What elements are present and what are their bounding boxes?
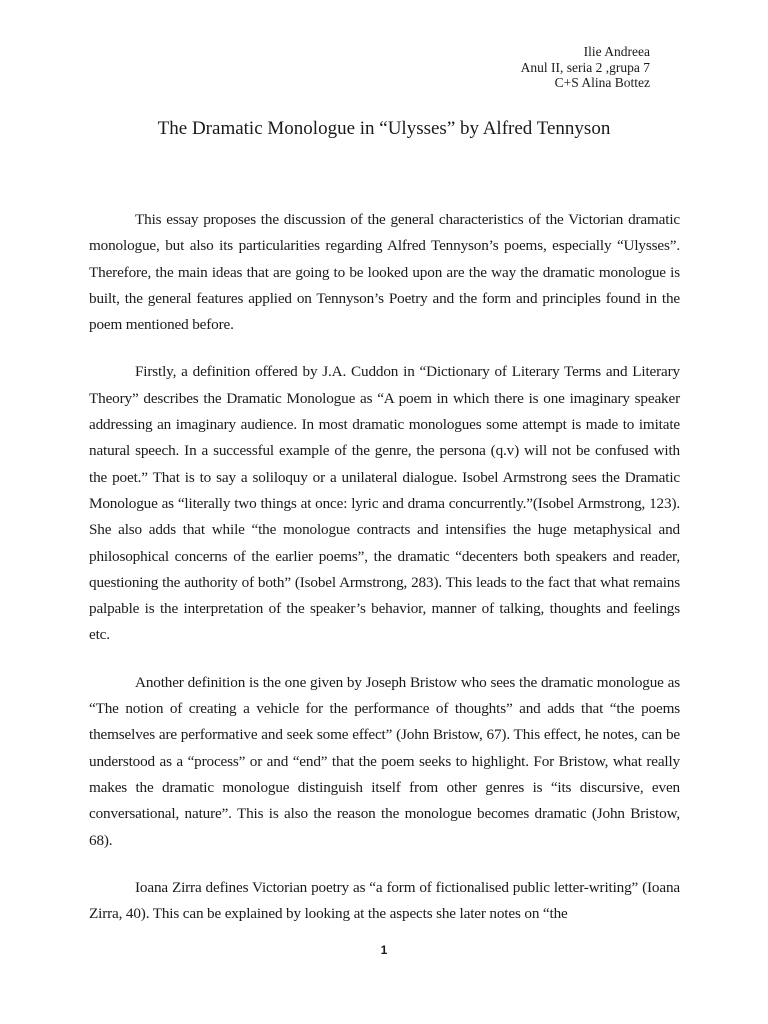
paragraph-3: Another definition is the one given by Joseph Bristow who sees the dramatic monologue as “The notion of creating a vehicle for the performance of thoughts” and adds that “the poems themselves are performative and seek some effect” (John Bristow, 67). This effect, he notes, can be understood as a “process” or and “end” that the poem seeks to highlight. For Bristow, what really makes the dramatic monologue distinguish itself from other genres is “its discursive, even conversational, nature”. This is also the reason the monologue becomes dramatic (John Bristow, 68).	[89, 673, 680, 849]
instructor-name: C+S Alina Bottez	[554, 75, 650, 90]
paragraph-1: This essay proposes the discussion of the general characteristics of the Victorian dramatic monologue, but also its particularities regarding Alfred Tennyson’s poems, especially “Ulysses”. Therefore, the main ideas that are going to be looked upon are the way the dramatic monologue is built, the general features applied on Tennyson’s Poetry and the form and principles found in the poem mentioned before.	[89, 211, 680, 334]
paragraph-2: Firstly, a definition offered by J.A. Cuddon in “Dictionary of Literary Terms and Literary Theory” describes the Dramatic Monologue as “A poem in which there is one imaginary speaker addressing an imaginary audience. In most dramatic monologues some attempt is made to imitate natural speech. In a successful example of the genre, the persona (q.v) will not be confused with the poet.” That is to say a soliloquy or a unilateral dialogue. Isobel Armstrong sees the Dramatic Monologue as “literally two things at once: lyric and drama concurrently.”(Isobel Armstrong, 123). She also adds that while “the monologue contracts and intensifies the huge metaphysical and philosophical concerns of the earlier poems”, the dramatic “decenters both speakers and reader, questioning the authority of both” (Isobel Armstrong, 283). This leads to the fact that what remains palpable is the interpretation of the speaker’s behavior, manner of talking, thoughts and feelings etc.	[89, 363, 680, 644]
paragraph-4: Ioana Zirra defines Victorian poetry as “a form of fictionalised public letter-writing” (Ioana Zirra, 40). This can be explained by looking at the aspects she later notes on “the	[89, 878, 680, 923]
essay-title: The Dramatic Monologue in “Ulysses” by Alfred Tennyson	[157, 118, 611, 139]
course-info: Anul II, seria 2 ,grupa 7	[520, 59, 650, 75]
page-number: 1	[380, 943, 388, 957]
essay-body	[89, 207, 680, 948]
author-info-block	[521, 44, 650, 91]
author-name: Ilie Andreea	[583, 44, 650, 59]
